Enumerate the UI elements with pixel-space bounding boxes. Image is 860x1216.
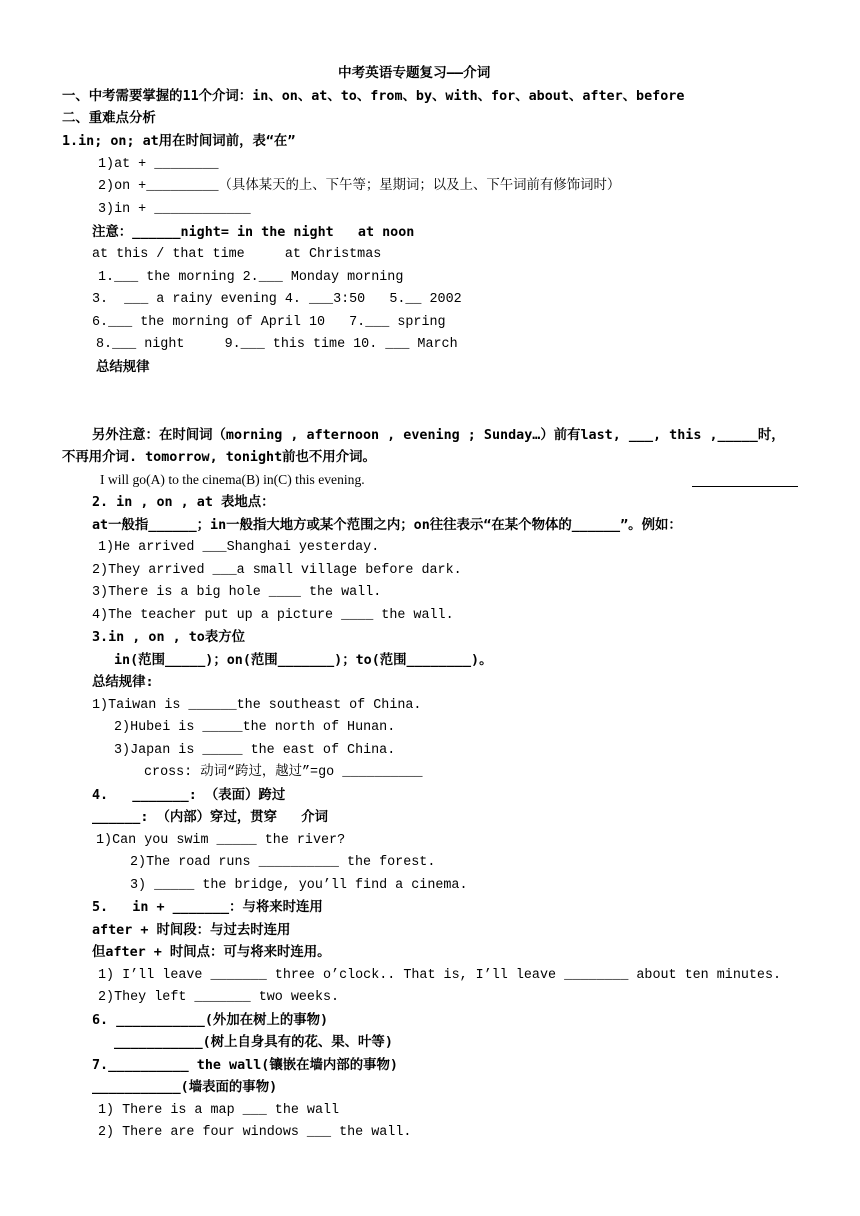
exercise-line: 3. ___ a rainy evening 4. ___3:50 5.__ 2002 <box>92 292 462 307</box>
topic-7-heading: 7.__________ the wall(镶嵌在墙内部的事物) <box>92 1058 398 1073</box>
answer-blank <box>692 486 798 487</box>
text-line: at this / that time at Christmas <box>92 247 382 262</box>
exercise-line: 3)Japan is _____ the east of China. <box>114 743 396 758</box>
topic-3-heading: 3.in , on , to表方位 <box>92 630 246 645</box>
text-line: 2)on +_________（具体某天的上、下午等；星期词；以及上、下午词前有修饰词时） <box>98 179 621 194</box>
text-line: 但after + 时间点：可与将来时连用。 <box>92 945 331 960</box>
section-1-heading: 一、中考需要掌握的11个介词：in、on、at、to、from、by、with、for、about、after、before <box>62 89 685 104</box>
topic-4-heading: 4. _______: （表面）跨过 <box>92 788 286 803</box>
text-line: 1)at + ________ <box>98 157 219 172</box>
exercise-line: 3) _____ the bridge, you’ll find a cinema. <box>130 878 468 893</box>
exercise-line: 8.___ night 9.___ this time 10. ___ March <box>96 337 458 352</box>
topic-1-heading: 1.in; on; at用在时间词前，表“在” <box>62 134 296 149</box>
exercise-line: 1) There is a map ___ the wall <box>98 1103 340 1118</box>
text-line: at一般指______；in一般指大地方或某个范围之内；on往往表示“在某个物体的______”。例如： <box>92 518 682 533</box>
text-line: after + 时间段：与过去时连用 <box>92 923 291 938</box>
note-line: 注意：______night= in the night at noon <box>92 225 415 240</box>
exercise-line: 1)Taiwan is ______the southeast of China. <box>92 698 422 713</box>
topic-5-heading: 5. in + _______：与将来时连用 <box>92 900 323 915</box>
exercise-line: 1)He arrived ___Shanghai yesterday. <box>98 540 380 555</box>
text-line: ______: （内部）穿过，贯穿 介词 <box>92 810 328 825</box>
question-line: I will go(A) to the cinema(B) in(C) this evening. <box>100 472 365 487</box>
exercise-line: 4)The teacher put up a picture ____ the wall. <box>92 608 454 623</box>
note-line: 不再用介词. tomorrow, tonight前也不用介词。 <box>62 450 376 465</box>
exercise-line: 2)They left _______ two weeks. <box>98 990 340 1005</box>
text-line: ___________(墙表面的事物) <box>92 1080 278 1095</box>
summary-label: 总结规律 <box>96 360 150 375</box>
topic-2-heading: 2. in , on , at 表地点： <box>92 495 275 510</box>
text-line: ___________(树上自身具有的花、果、叶等) <box>114 1035 393 1050</box>
exercise-line: 3)There is a big hole ____ the wall. <box>92 585 382 600</box>
text-line: in(范围_____)；on(范围_______)；to(范围________)。 <box>114 653 493 668</box>
exercise-line: 1.___ the morning 2.___ Monday morning <box>98 270 404 285</box>
exercise-line: 6.___ the morning of April 10 7.___ spring <box>92 315 446 330</box>
summary-label: 总结规律: <box>92 675 154 690</box>
exercise-line: 2) There are four windows ___ the wall. <box>98 1125 412 1140</box>
document-title: 中考英语专题复习——介词 <box>338 65 491 81</box>
text-line: 3)in + ____________ <box>98 202 251 217</box>
text-line: cross: 动词“跨过，越过”=go __________ <box>144 765 423 780</box>
exercise-line: 1)Can you swim _____ the river? <box>96 833 346 848</box>
exercise-line: 2)The road runs __________ the forest. <box>130 855 436 870</box>
note-line: 另外注意：在时间词（morning , afternoon , evening ; Sunday…）前有last, ___, this ,_____时， <box>92 428 785 443</box>
exercise-line: 2)They arrived ___a small village before dark. <box>92 563 462 578</box>
topic-6-heading: 6. ___________(外加在树上的事物) <box>92 1013 329 1028</box>
exercise-line: 2)Hubei is _____the north of Hunan. <box>114 720 396 735</box>
exercise-line: 1) I’ll leave _______ three o’clock.. That is, I’ll leave ________ about ten minutes. <box>98 968 782 983</box>
section-2-heading: 二、重难点分析 <box>62 111 156 126</box>
